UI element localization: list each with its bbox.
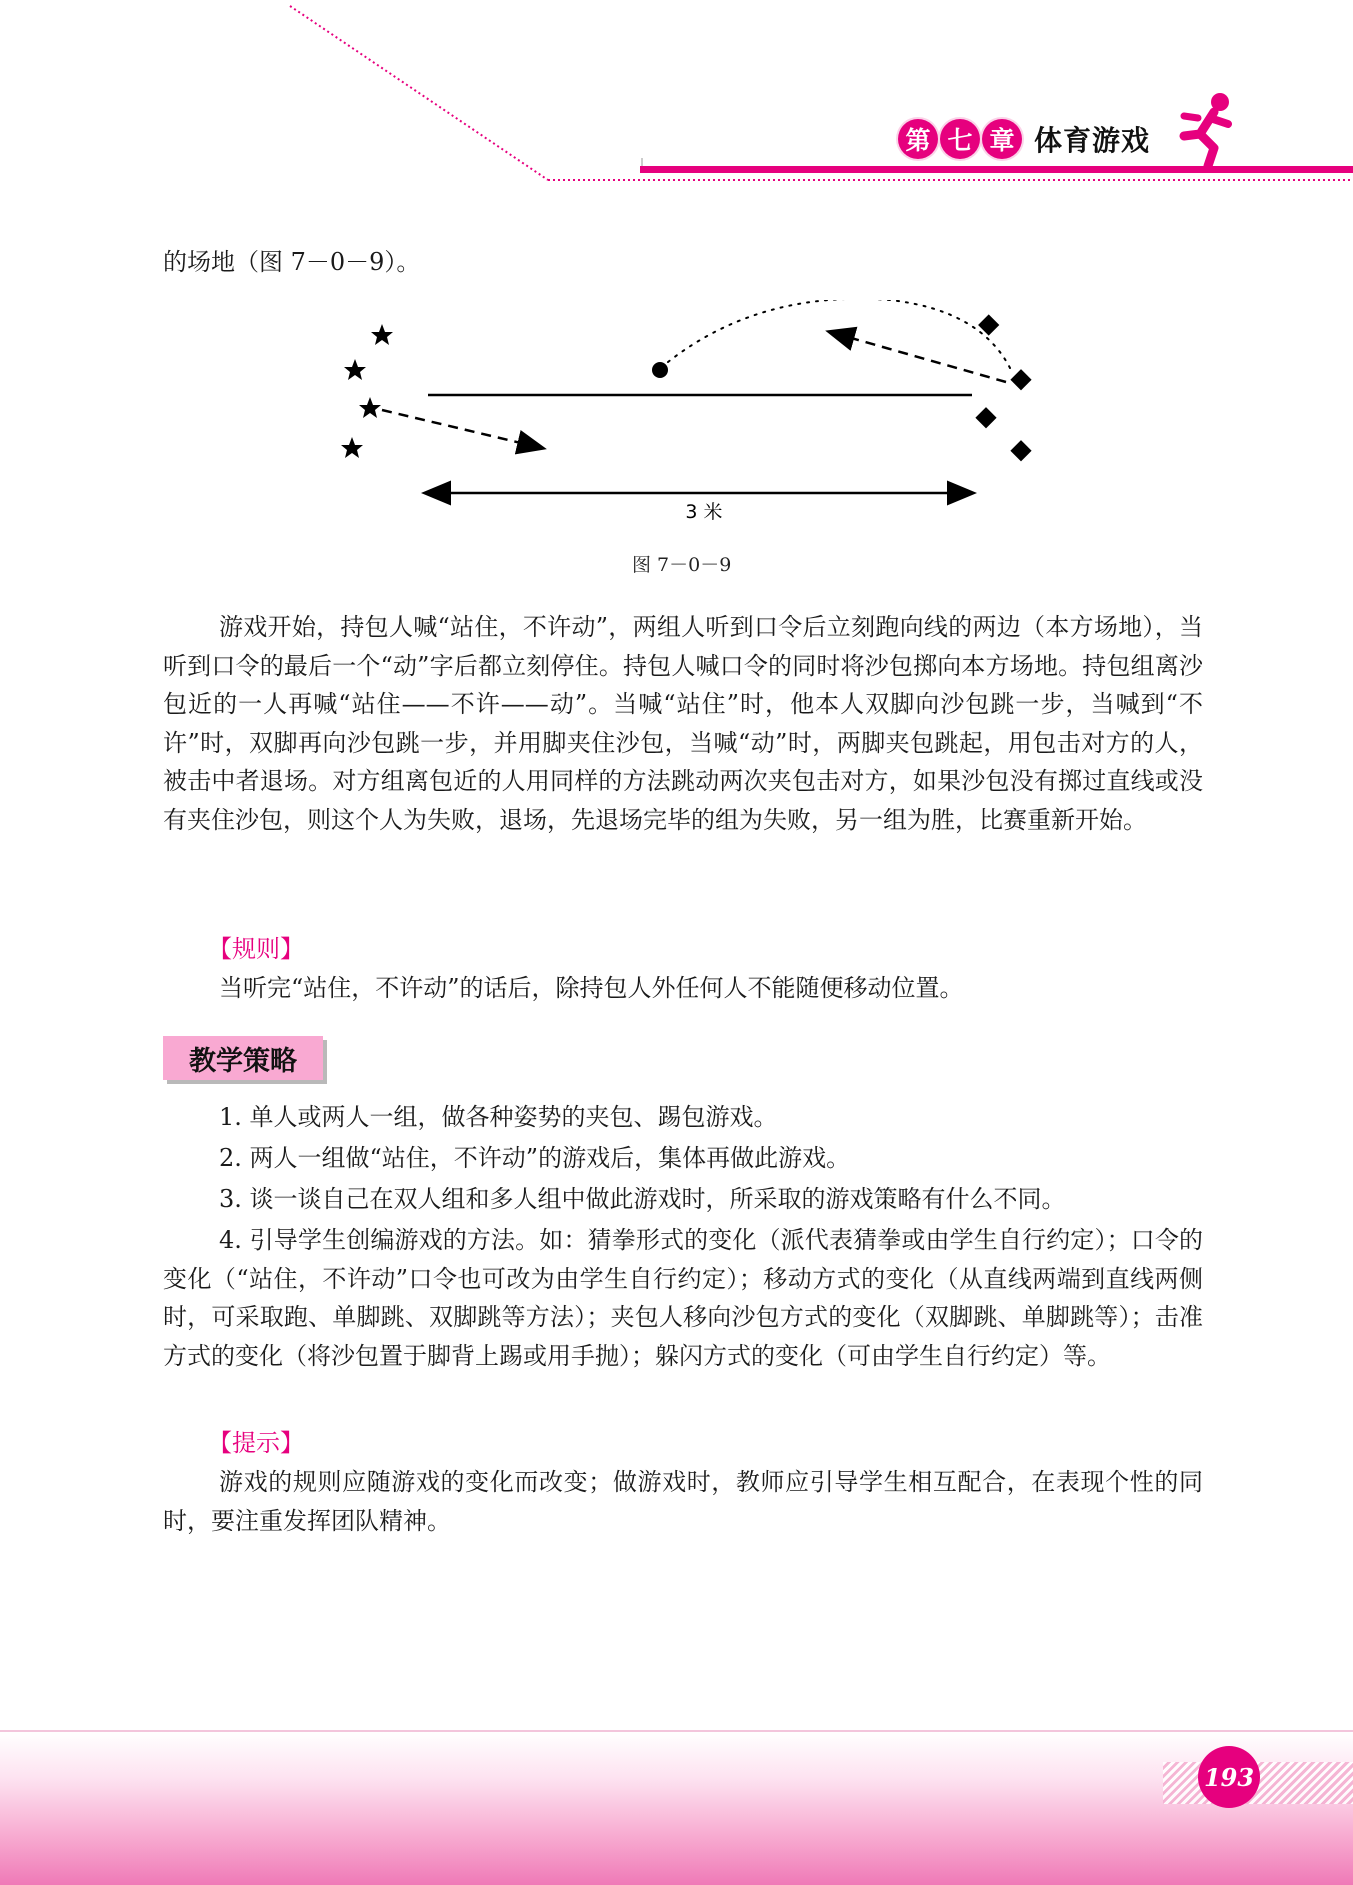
section-title: 教学策略 <box>163 1036 323 1080</box>
field-diagram <box>330 300 1050 540</box>
move-arrow-left <box>382 410 542 448</box>
star-player-icon <box>341 324 393 458</box>
page-number: 193 <box>1198 1746 1260 1808</box>
strategy-item-2: 2. 两人一组做“站住，不许动”的游戏后，集体再做此游戏。 <box>219 1144 851 1172</box>
diamond-player-icon <box>975 314 1031 461</box>
chapter-char-2: 七 <box>940 119 980 159</box>
chapter-char-1: 第 <box>898 119 938 159</box>
strategy-item-1: 1. 单人或两人一组，做各种姿势的夹包、踢包游戏。 <box>219 1103 778 1131</box>
intro-line: 的场地（图 7－0－9）。 <box>163 248 421 276</box>
sandbag-dot <box>652 362 668 378</box>
distance-label: 3 米 <box>685 501 723 523</box>
move-arrow-right <box>830 332 1006 382</box>
chapter-title: 体育游戏 <box>1034 124 1151 157</box>
header-decoration <box>0 0 1353 200</box>
rules-text: 当听完“站住，不许动”的话后，除持包人外任何人不能随便移动位置。 <box>219 974 964 1002</box>
tips-text: 游戏的规则应随游戏的变化而改变；做游戏时，教师应引导学生相互配合，在表现个性的同时，要注重发挥团队精神。 <box>163 1468 1203 1535</box>
footer-band <box>0 1732 1353 1885</box>
chapter-heading <box>898 117 1150 161</box>
rules-label: 【规则】 <box>208 935 304 963</box>
figure-caption: 图 7－0－9 <box>632 554 732 576</box>
paragraph-main: 游戏开始，持包人喊“站住，不许动”，两组人听到口令后立刻跑向线的两边（本方场地），当听到口令的最后一个“动”字后都立刻停住。持包人喊口令的同时将沙包掷向本方场地。持包组离沙包近的一人再喊“站住——不许——动”。当喊“站住”时，他本人双脚向沙包跳一步，当喊到“不许”时，双脚再向沙包跳一步，并用脚夹住沙包，当喊“动”时，两脚夹包跳起，用包击对方的人，被击中者退场。对方组离包近的人用同样的方法跳动两次夹包击对方，如果沙包没有掷过直线或没有夹住沙包，则这个人为失败，退场，先退场完毕的组为失败，另一组为胜，比赛重新开始。 <box>163 613 1203 834</box>
strategy-item-3: 3. 谈一谈自己在双人组和多人组中做此游戏时，所采取的游戏策略有什么不同。 <box>219 1185 1066 1213</box>
strategy-item-4: 4. 引导学生创编游戏的方法。如：猜拳形式的变化（派代表猜拳或由学生自行约定）；口令的变化（“站住，不许动”口令也可改为由学生自行约定）；移动方式的变化（从直线两端到直线两侧时，可采取跑、单脚跳、双脚跳等方法）；夹包人移向沙包方式的变化（双脚跳、单脚跳等）；击准方式的变化（将沙包置于脚背上踢或用手抛）；躲闪方式的变化（可由学生自行约定）等。 <box>163 1226 1203 1370</box>
tips-label: 【提示】 <box>208 1429 304 1457</box>
runner-icon <box>1170 90 1240 170</box>
chapter-char-3: 章 <box>982 119 1022 159</box>
